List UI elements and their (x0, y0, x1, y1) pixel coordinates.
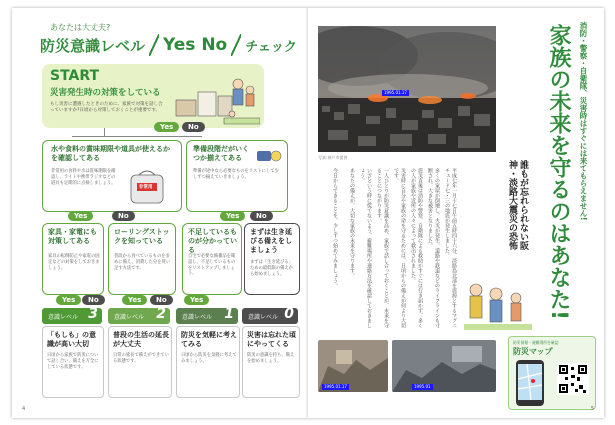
family-illustration-icon (464, 278, 532, 334)
question-body: 準備が途中なら必要なものをリストにして少しずつ揃えていきましょう。 (193, 169, 279, 180)
kicker: あなたは大丈夫? (50, 23, 111, 32)
level-number: 0 (284, 306, 294, 322)
start-body: もし災害に遭遇したときのために、家族で対策を話し合っていますか?日頃から対策しておくことが重要です。 (50, 102, 163, 113)
no-badge: No (82, 295, 105, 305)
level-1-badge (176, 308, 238, 324)
level-label: 意識レベル (114, 314, 145, 321)
slash-divider-icon (149, 34, 159, 56)
slash-divider-icon (231, 34, 241, 56)
title-part-1: 防災意識レベル (40, 36, 146, 55)
rubble-photo-2 (392, 340, 496, 392)
right-page (308, 8, 604, 418)
city-fire-image-icon (318, 26, 496, 152)
level-heading: 災害は忘れた頃にやってくる (247, 331, 296, 348)
level-2-card (108, 326, 172, 398)
page-number: 5 (590, 406, 594, 412)
map-card-kicker: 防災情報・避難場所を確認 (513, 340, 559, 345)
question-body: 非常用の食料や水は賞味期限を確認し、ライトや携帯ラジオなどの道具も定期的に点検しましょう。 (51, 169, 116, 186)
level-label: 意識レベル (248, 314, 279, 321)
level-number: 1 (224, 306, 234, 322)
level-body: 日頃から家族で防災について話し合い、備えを万全にしている状態です。 (47, 353, 99, 370)
yes-badge: Yes (122, 295, 147, 305)
disaster-map-card[interactable] (508, 336, 596, 410)
yes-badge: Yes (220, 211, 245, 221)
question-food-check (42, 140, 182, 212)
level-0-badge (242, 308, 298, 324)
question-furniture (42, 223, 104, 295)
title-part-2: Yes No (163, 35, 228, 55)
no-badge: No (112, 211, 135, 221)
question-title: ローリングストックを知っている (114, 228, 170, 245)
question-title: 家具・家電にも対策してある (48, 228, 97, 245)
body-column: 今日からできることを、少しずつ始めてみましょう。 (332, 168, 338, 288)
level-label: 意識レベル (182, 314, 213, 321)
photo-caption: 写真:神戸市提供 (318, 155, 348, 160)
yes-badge: Yes (68, 211, 93, 221)
body-column: 災害時に自分や家族の命を守るためには、日頃からの備えが何より大切です。 (393, 168, 406, 328)
body-column: 平成七年一月十七日午前五時四十六分、淡路島北部を震源とするマグニチュード七・三の地震が発生しました。 (444, 168, 457, 328)
page-title (40, 32, 297, 58)
level-number: 2 (156, 306, 166, 322)
title-part-3: チェック (245, 39, 297, 55)
level-number: 3 (88, 306, 98, 322)
article-subhead: 誰もが忘れられない阪神・淡路大震災の恐怖 (507, 160, 528, 250)
question-body: 家具の転倒防止や家電の固定などの対策をしておきましょう。 (48, 254, 100, 271)
body-column: あなたの備えが、大切な家族の未来を守ります。 (349, 168, 355, 278)
rubble-image-icon (392, 340, 496, 392)
headline-big: 家族の未来を守るのはあなた! (546, 24, 571, 321)
level-2-badge (108, 308, 170, 324)
question-rolling-stock (108, 223, 176, 295)
level-3-badge (42, 308, 102, 324)
article-body (318, 168, 456, 330)
magazine-spread (12, 8, 604, 418)
start-box (42, 64, 264, 128)
yes-badge: Yes (184, 295, 209, 305)
earthquake-fire-photo (318, 26, 496, 152)
family-illustration-icon (174, 70, 260, 126)
yes-badge: Yes (56, 295, 81, 305)
question-body: まずは「生き延びる」ための最低限の備えから始めましょう。 (250, 260, 293, 277)
flashlight-radio-icon (255, 145, 283, 167)
headline-small: 消防・警察・自衛隊、災害時はすぐには来てもらえません! (579, 22, 588, 221)
body-column: 多くの家屋が倒壊し、火災が発生。道路や鉄道などのライフラインも寸断され、大きな被害となりました。 (427, 168, 440, 328)
start-label: START (50, 68, 100, 84)
left-page (12, 8, 308, 418)
body-column: いざという時に慌てないよう、避難場所や連絡方法を確認しておきましょう。 (359, 168, 372, 328)
no-badge: No (150, 295, 173, 305)
level-label: 意識レベル (48, 314, 79, 321)
bag-label: 非常用 (139, 185, 153, 190)
body-column: 震災直後は消防や警察、自衛隊による救助がすぐには行き届かず、多くの人が家族や近所の人々によって救出されました。 (410, 168, 423, 328)
body-column: 一人ひとりが防災意識を高め、家族で話し合っておくことが、未来を守ることにつながります。 (376, 168, 389, 328)
map-card-title: 防災マップ (513, 347, 553, 356)
flow-connector (72, 136, 202, 137)
page-number: 4 (22, 406, 26, 412)
level-1-card (176, 326, 240, 398)
no-badge: No (250, 211, 273, 221)
question-body: 自宅で必要な備蓄品を確認し、不足しているものをリストアップしましょう。 (188, 254, 236, 277)
question-title: 不足しているものが分かっている (188, 228, 237, 254)
level-heading: 普段の生活の延長が大丈夫 (113, 331, 169, 348)
level-3-card (42, 326, 104, 398)
level-body: 日頃から防災を気軽に考えてみましょう。 (181, 353, 237, 364)
question-survive (244, 223, 300, 295)
start-subtitle: 災害発生時の対策をしている (50, 88, 161, 98)
level-heading: 「もしも」の意識が高い大切 (47, 331, 96, 348)
question-title: 水や食料の賞味期限や道具が使えるかを確認してある (51, 145, 170, 162)
smartphone-map-icon (515, 359, 545, 407)
photo-date-stamp: 1995.01.17 (384, 90, 407, 95)
question-title: まずは生き延びる備えをしましょう (250, 228, 292, 254)
flow-connector (104, 128, 105, 136)
question-shortage (182, 223, 242, 295)
photo-date-stamp: 1995.01.17 (324, 384, 347, 389)
no-badge: No (182, 122, 205, 132)
level-body: 日常の延長で備えができている状態です。 (113, 353, 169, 364)
question-preparation (186, 140, 288, 212)
yes-badge: Yes (154, 122, 179, 132)
level-body: 防災の意識を持ち、備えを始めましょう。 (247, 353, 295, 364)
level-heading: 防災を気軽に考えてみる (181, 331, 237, 348)
photo-date-stamp: 1995.01 (414, 384, 431, 389)
question-title: 準備段階だがいくつか揃えてある (193, 145, 249, 162)
qr-code-icon[interactable] (557, 363, 589, 395)
question-body: 普段から食べているものを多めに備え、消費した分を買い足す方法です。 (114, 254, 171, 271)
level-0-card (242, 326, 300, 398)
